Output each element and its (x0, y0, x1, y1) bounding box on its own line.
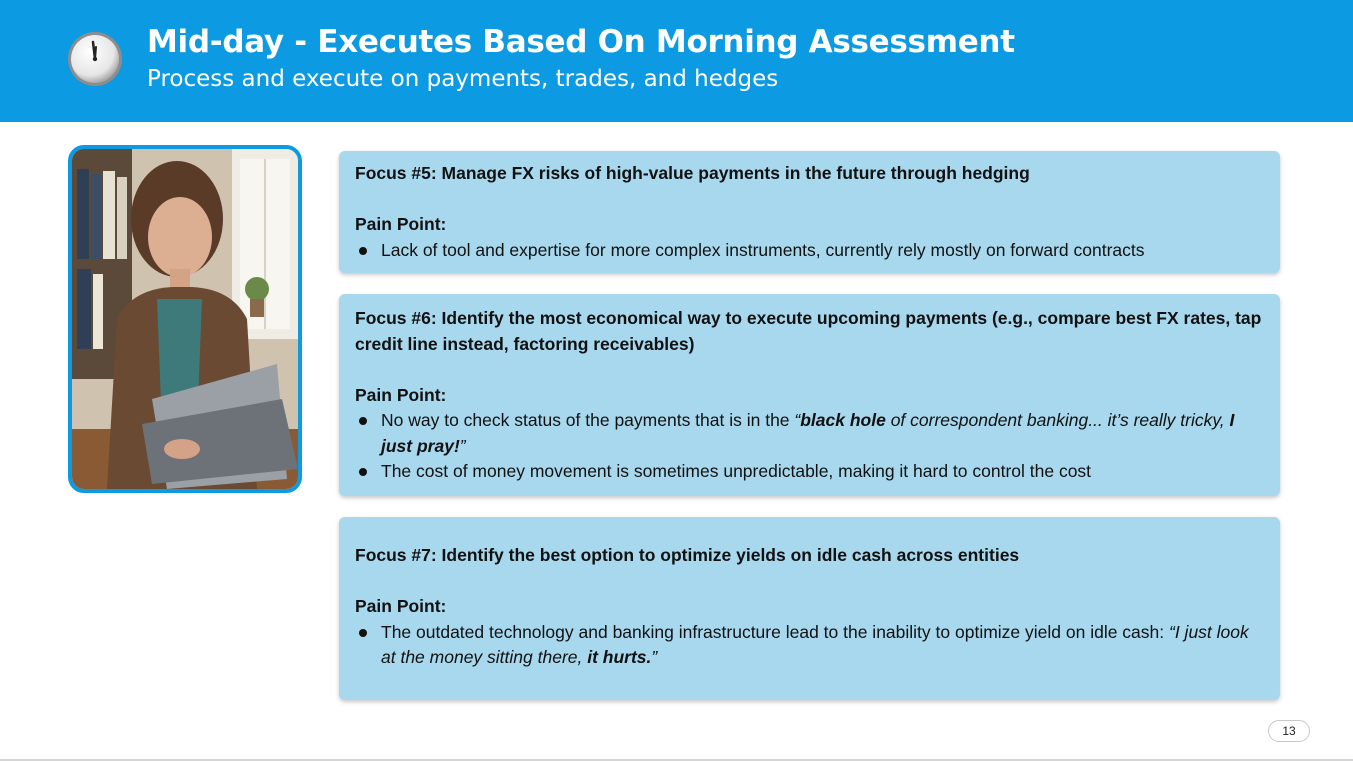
list-item (381, 620, 1264, 671)
page-title: Mid-day - Executes Based On Morning Assessment (147, 24, 1015, 60)
focus-7-card (339, 517, 1280, 700)
emphasis-text: it hurts. (587, 647, 652, 667)
quote-mark: ” (459, 435, 466, 456)
quote-text: “I just look at the money sitting there, (381, 621, 1249, 667)
focus-5-pain-label: Pain Point: (355, 214, 447, 234)
quote-text: of correspondent banking... it’s really tricky, (885, 410, 1230, 430)
emphasis-text: I just pray! (381, 410, 1235, 456)
focus-7-pain-list (355, 620, 1264, 671)
page-subtitle: Process and execute on payments, trades, and hedges (147, 66, 779, 92)
focus-5-pain-list (355, 238, 1264, 264)
focus-5-title: Focus #5: Manage FX risks of high-value payments in the future through hedging (355, 163, 1030, 183)
bullet-text: No way to check status of the payments that is in the (381, 410, 795, 430)
focus-7-pain-label: Pain Point: (355, 596, 447, 616)
focus-7-title: Focus #7: Identify the best option to optimize yields on idle cash across entities (355, 545, 1020, 565)
focus-6-pain-list (355, 408, 1264, 485)
slide-header (0, 0, 1353, 122)
focus-6-card (339, 294, 1280, 496)
clock-icon (66, 30, 124, 88)
focus-6-title: Focus #6: Identify the most economical way to execute upcoming payments (e.g., compare best FX rates, tap credit line instead, factoring receivables) (355, 308, 1262, 354)
focus-6-pain-label: Pain Point: (355, 384, 447, 405)
bullet-text: The outdated technology and banking infrastructure lead to the inability to optimize yield on idle cash: (381, 621, 1169, 642)
focus-5-card (339, 151, 1280, 273)
emphasis-text: black hole (800, 410, 886, 430)
page-number: 13 (1268, 720, 1310, 742)
list-item: The cost of money movement is sometimes unpredictable, making it hard to control the cost (381, 459, 1264, 485)
quote-mark: ” (651, 647, 658, 667)
persona-photo (68, 145, 302, 493)
quote-mark: “ (794, 410, 801, 430)
list-item (381, 408, 1264, 459)
list-item: Lack of tool and expertise for more complex instruments, currently rely mostly on forward contracts (381, 238, 1264, 264)
